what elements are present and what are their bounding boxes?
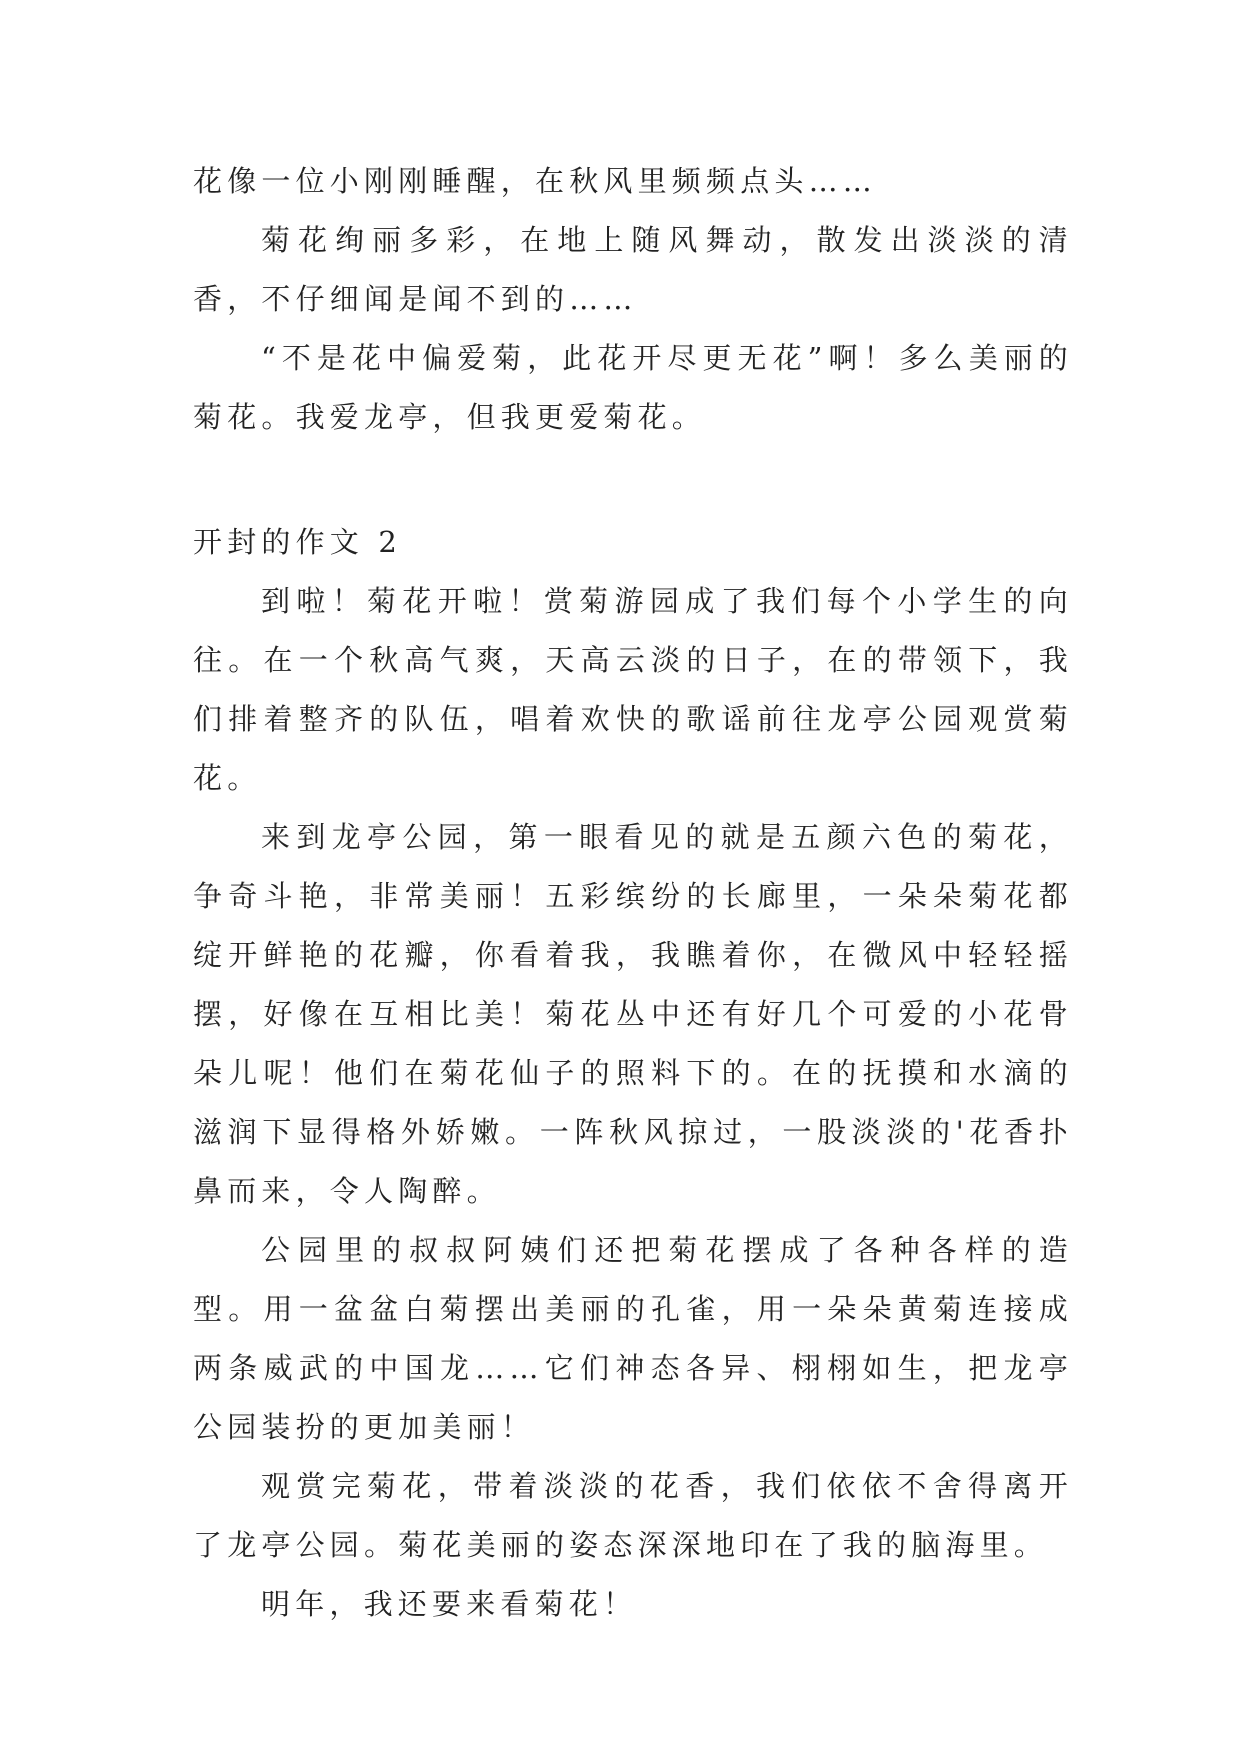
essay1-paragraph: “不是花中偏爱菊，此花开尽更无花”啊！多么美丽的菊花。我爱龙亭，但我更爱菊花。 — [193, 341, 1073, 434]
essay1-paragraph: 菊花绚丽多彩，在地上随风舞动，散发出淡淡的清香，不仔细闻是闻不到的…… — [193, 223, 1073, 316]
essay2-title: 开封的作文 2 — [193, 525, 403, 559]
essay2-paragraph: 公园里的叔叔阿姨们还把菊花摆成了各种各样的造型。用一盆盆白菊摆出美丽的孔雀，用一朵朵黄菊连接成两条威武的中国龙……它们神态各异、栩栩如生，把龙亭公园装扮的更加美丽！ — [193, 1233, 1073, 1444]
document-page — [193, 152, 1073, 1634]
essay2-paragraph: 观赏完菊花，带着淡淡的花香，我们依依不舍得离开了龙亭公园。菊花美丽的姿态深深地印在了我的脑海里。 — [193, 1469, 1073, 1562]
essay2-paragraph: 来到龙亭公园，第一眼看见的就是五颜六色的菊花，争奇斗艳，非常美丽！五彩缤纷的长廊里，一朵朵菊花都绽开鲜艳的花瓣，你看着我，我瞧着你，在微风中轻轻摇摆，好像在互相比美！菊花丛中还有好几个可爱的小花骨朵儿呢！他们在菊花仙子的照料下的。在的抚摸和水滴的滋润下显得格外娇嫩。一阵秋风掠过，一股淡淡的'花香扑鼻而来，令人陶醉。 — [193, 820, 1073, 1208]
essay2-paragraph: 到啦！菊花开啦！赏菊游园成了我们每个小学生的向往。在一个秋高气爽，天高云淡的日子，在的带领下，我们排着整齐的队伍，唱着欢快的歌谣前往龙亭公园观赏菊花。 — [193, 584, 1073, 795]
essay1-paragraph-continued: 花像一位小刚刚睡醒，在秋风里频频点头…… — [193, 164, 878, 198]
essay2-paragraph: 明年，我还要来看菊花！ — [261, 1587, 638, 1621]
